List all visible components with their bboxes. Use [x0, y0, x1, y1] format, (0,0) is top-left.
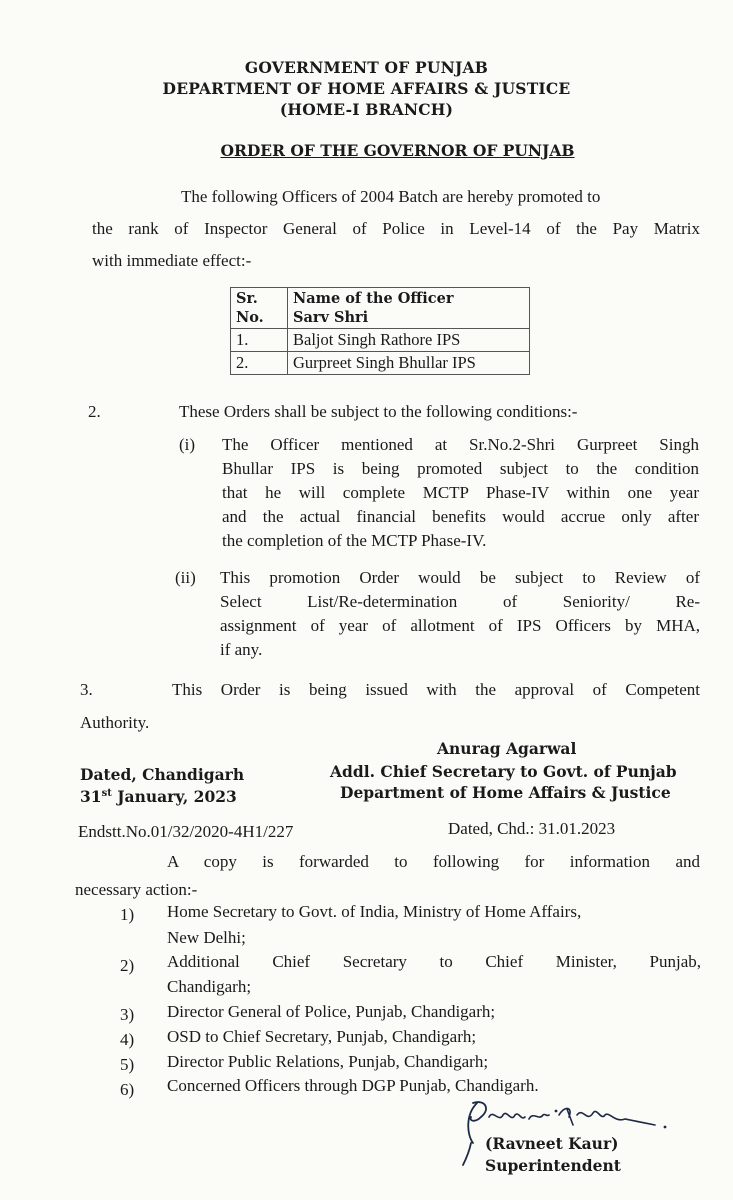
table-header-srno [231, 288, 288, 329]
condition-1-number: (i) [179, 435, 196, 454]
copy-item-3-number: 3) [120, 1005, 135, 1024]
dated-suffix: st [101, 788, 112, 799]
signatory-designation-2: Department of Home Affairs & Justice [340, 783, 671, 802]
condition-1-line-3: that he will complete MCTP Phase-IV within one year [222, 483, 699, 502]
signoff-name: (Ravneet Kaur) [485, 1134, 619, 1153]
dated-date [80, 789, 237, 805]
condition-2-line-2: Select List/Re-determination of Seniority/ Re- [220, 592, 700, 611]
copy-item-1-number: 1) [120, 905, 135, 924]
dated-day: 31 [80, 787, 102, 807]
copy-item-1-line-2: New Delhi; [167, 928, 246, 947]
header-line-3: (HOME-I BRANCH) [279, 100, 454, 119]
intro-line-1: The following Officers of 2004 Batch are hereby promoted to [181, 187, 601, 206]
table-header-name [288, 288, 530, 329]
header-no: No. [236, 309, 264, 326]
header-name: Name of the Officer [293, 290, 454, 307]
row-1-no: 1. [231, 329, 288, 352]
signatory-designation-1: Addl. Chief Secretary to Govt. of Punjab [330, 762, 677, 781]
dated-place: Dated, Chandigarh [80, 765, 245, 784]
copy-item-1-line-1: Home Secretary to Govt. of India, Ministry of Home Affairs, [167, 902, 582, 921]
header-line-1: GOVERNMENT OF PUNJAB [244, 58, 489, 77]
para3-line-1: This Order is being issued with the approval of Competent [172, 680, 700, 699]
para3-number: 3. [80, 680, 93, 699]
header-sr: Sr. [236, 290, 258, 307]
copy-item-2-line-1: Additional Chief Secretary to Chief Minister, Punjab, [167, 952, 701, 971]
dated-month-year: January, 2023 [111, 787, 237, 807]
row-1-name: Baljot Singh Rathore IPS [288, 329, 530, 352]
copy-line-1: A copy is forwarded to following for information and [167, 852, 700, 871]
officers-table [230, 287, 530, 375]
condition-2-line-3: assignment of year of allotment of IPS Officers by MHA, [220, 616, 700, 635]
table-row [231, 329, 530, 352]
intro-line-3: with immediate effect:- [92, 251, 252, 270]
condition-1-line-2: Bhullar IPS is being promoted subject to the condition [222, 459, 699, 478]
table-row [231, 352, 530, 375]
copy-item-2-line-2: Chandigarh; [167, 977, 252, 996]
copy-item-5-line-1: Director Public Relations, Punjab, Chandigarh; [167, 1052, 489, 1071]
endorsement-number: Endstt.No.01/32/2020-4H1/227 [78, 822, 294, 841]
condition-1-line-5: the completion of the MCTP Phase-IV. [222, 531, 487, 550]
header-sarv-shri: Sarv Shri [293, 309, 369, 326]
order-title: ORDER OF THE GOVERNOR OF PUNJAB [220, 141, 575, 160]
copy-item-3-line-1: Director General of Police, Punjab, Chandigarh; [167, 1002, 496, 1021]
intro-line-2: the rank of Inspector General of Police in Level-14 of the Pay Matrix [92, 219, 700, 238]
signoff-title: Superintendent [485, 1156, 621, 1175]
copy-item-2-number: 2) [120, 956, 135, 975]
condition-2-number: (ii) [175, 568, 196, 587]
table-header-row [231, 288, 530, 329]
condition-2-line-4: if any. [220, 640, 263, 659]
para3-line-2: Authority. [80, 713, 150, 732]
copy-item-5-number: 5) [120, 1055, 135, 1074]
condition-1-line-1: The Officer mentioned at Sr.No.2-Shri Gurpreet Singh [222, 435, 699, 454]
signatory-name: Anurag Agarwal [437, 739, 577, 758]
para2-number: 2. [88, 402, 101, 421]
endorsement-date: Dated, Chd.: 31.01.2023 [448, 819, 616, 838]
copy-line-2: necessary action:- [75, 880, 198, 899]
header-line-2: DEPARTMENT OF HOME AFFAIRS & JUSTICE [162, 79, 571, 98]
copy-item-4-line-1: OSD to Chief Secretary, Punjab, Chandigarh; [167, 1027, 477, 1046]
condition-2-line-1: This promotion Order would be subject to Review of [220, 568, 700, 587]
copy-item-6-line-1: Concerned Officers through DGP Punjab, Chandigarh. [167, 1076, 539, 1095]
condition-1-line-4: and the actual financial benefits would accrue only after [222, 507, 699, 526]
copy-item-4-number: 4) [120, 1030, 135, 1049]
row-2-name: Gurpreet Singh Bhullar IPS [288, 352, 530, 375]
para2-text: These Orders shall be subject to the following conditions:- [179, 402, 578, 421]
copy-item-6-number: 6) [120, 1080, 135, 1099]
row-2-no: 2. [231, 352, 288, 375]
